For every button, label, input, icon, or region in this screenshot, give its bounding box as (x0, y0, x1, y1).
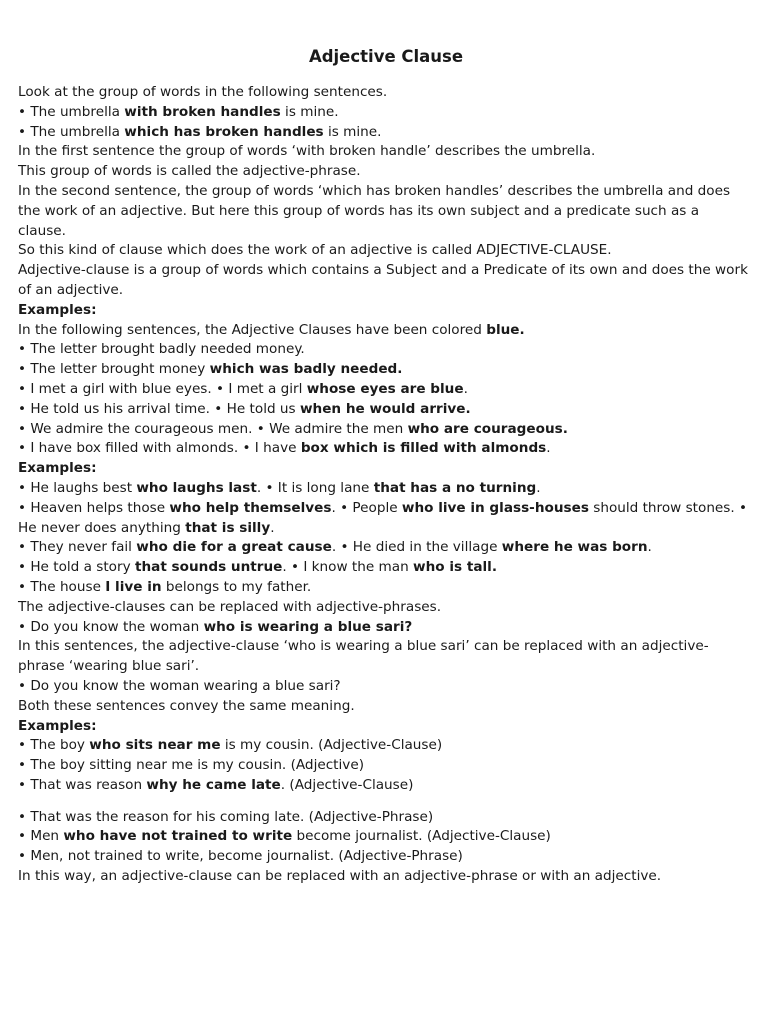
text-segment: • Do you know the woman wearing a blue sari? (18, 677, 341, 694)
text-segment: . (463, 380, 468, 397)
text-segment: So this kind of clause which does the work of an adjective is called ADJECTIVE-CLAUSE. (18, 242, 612, 259)
text-segment: • The umbrella (18, 123, 125, 140)
text-segment: • He told a story (18, 559, 135, 576)
text-line (18, 142, 750, 162)
text-line (18, 847, 750, 867)
text-line (18, 360, 750, 380)
bold-text: that sounds untrue (134, 559, 283, 576)
text-line (18, 808, 750, 828)
bold-text: where he was born (501, 539, 648, 556)
text-line (18, 867, 750, 887)
text-line (18, 439, 750, 459)
bold-text: who have not trained to write (63, 828, 293, 845)
text-segment: • We admire the courageous men. • We admire the men (18, 420, 408, 437)
text-segment: . (647, 539, 652, 556)
text-line (18, 717, 750, 737)
text-segment: • Do you know the woman (18, 618, 204, 635)
text-line (18, 558, 750, 578)
bold-text: whose eyes are blue (306, 380, 464, 397)
text-segment: In the second sentence, the group of words ‘which has broken handles’ describes the umbrella and does the work of an adjective. But here this group of words has its own subject and a predicate such as a clause. (18, 182, 731, 239)
text-line (18, 83, 750, 103)
text-segment: • The house (18, 578, 106, 595)
text-line (18, 538, 750, 558)
text-segment: Look at the group of words in the following sentences. (18, 84, 388, 100)
bold-text: why he came late (146, 776, 281, 793)
text-line (18, 420, 750, 440)
text-segment: • The boy sitting near me is my cousin. (Adjective) (18, 757, 364, 774)
text-segment: • Men (18, 828, 64, 845)
text-segment: This group of words is called the adjective-phrase. (18, 163, 361, 180)
text-segment: belongs to my father. (161, 578, 312, 595)
text-segment: is my cousin. (Adjective-Clause) (220, 737, 443, 754)
text-segment: is mine. (323, 123, 382, 140)
text-segment: Both these sentences convey the same meaning. (18, 697, 355, 714)
text-segment: • The letter brought badly needed money. (18, 341, 305, 358)
text-line (18, 637, 750, 677)
text-segment: • He told us his arrival time. • He told us (18, 400, 300, 417)
text-line (18, 103, 750, 123)
text-segment: . (536, 479, 541, 496)
bold-text: who are courageous. (407, 420, 568, 437)
text-segment: • That was the reason for his coming late. (Adjective-Phrase) (18, 808, 434, 825)
bold-text: who is wearing a blue sari? (203, 618, 413, 635)
bold-text: which was badly needed. (209, 361, 403, 378)
bold-text: who laughs last (136, 479, 257, 496)
text-segment: . • I know the man (282, 559, 414, 576)
text-line (18, 479, 750, 499)
bold-text: when he would arrive. (299, 400, 471, 417)
bold-text: which has broken handles (124, 123, 324, 140)
text-segment: • I have box filled with almonds. • I have (18, 440, 301, 457)
text-line (18, 776, 750, 796)
text-segment: The adjective-clauses can be replaced with adjective-phrases. (18, 598, 442, 615)
text-line (18, 578, 750, 598)
text-segment: • Men, not trained to write, become journalist. (Adjective-Phrase) (18, 848, 463, 865)
bold-text: Examples: (18, 460, 97, 477)
text-line (18, 618, 750, 638)
text-line (18, 736, 750, 756)
text-line (18, 261, 750, 301)
text-line (18, 827, 750, 847)
text-segment: should throw stones. • He never does anything (18, 499, 748, 536)
text-line (18, 241, 750, 261)
text-line (18, 340, 750, 360)
text-segment: • The umbrella (18, 103, 125, 120)
text-segment: . • He died in the village (331, 539, 502, 556)
bold-text: who live in glass-houses (401, 499, 589, 516)
text-line (18, 162, 750, 182)
text-line (18, 301, 750, 321)
text-segment: Adjective-clause is a group of words which contains a Subject and a Predicate of its own and does the work of an adjective. (18, 262, 748, 298)
text-segment: become journalist. (Adjective-Clause) (292, 828, 551, 845)
text-segment: In this sentences, the adjective-clause ‘who is wearing a blue sari’ can be replaced with an adjective-phrase ‘wearing blue sari’. (18, 638, 709, 675)
bold-text: that is silly (185, 519, 271, 536)
text-segment: . • People (331, 499, 402, 516)
bold-text: Examples: (18, 717, 97, 734)
bold-text: that has a no turning (373, 479, 537, 496)
text-segment: • Heaven helps those (18, 499, 170, 516)
text-line (18, 499, 750, 539)
bold-text: who die for a great cause (136, 539, 332, 556)
text-line (18, 400, 750, 420)
text-line (18, 182, 750, 241)
text-line (18, 677, 750, 697)
text-segment: In the first sentence the group of words ‘with broken handle’ describes the umbrella. (18, 143, 596, 160)
text-line (18, 321, 750, 341)
text-line (18, 697, 750, 717)
text-segment: • They never fail (18, 539, 137, 556)
text-segment: • The letter brought money (18, 361, 210, 378)
text-segment: . (270, 519, 275, 536)
bold-text: with broken handles (124, 103, 281, 120)
text-line (18, 380, 750, 400)
text-segment: . (Adjective-Clause) (280, 776, 414, 793)
text-line (18, 459, 750, 479)
text-segment: . (546, 440, 551, 457)
text-line (18, 756, 750, 776)
text-line (18, 598, 750, 618)
document-title: Adjective Clause (308, 47, 464, 66)
bold-text: who sits near me (89, 737, 221, 754)
bold-text: who is tall. (413, 559, 497, 576)
text-line (18, 123, 750, 143)
document-body (18, 83, 750, 887)
text-segment: • He laughs best (18, 479, 137, 496)
bold-text: box which is filled with almonds (300, 440, 547, 457)
text-segment: In this way, an adjective-clause can be replaced with an adjective-phrase or with an adjective. (18, 868, 662, 885)
bold-text: blue. (486, 321, 525, 338)
text-segment: is mine. (280, 103, 339, 120)
text-segment: In the following sentences, the Adjective Clauses have been colored (18, 321, 487, 338)
text-segment: . • It is long lane (256, 479, 374, 496)
text-segment: • That was reason (18, 776, 147, 793)
text-segment: • I met a girl with blue eyes. • I met a girl (18, 380, 307, 397)
bold-text: I live in (105, 578, 162, 595)
text-segment: • The boy (18, 737, 90, 754)
bold-text: Examples: (18, 301, 97, 318)
bold-text: who help themselves (169, 499, 332, 516)
